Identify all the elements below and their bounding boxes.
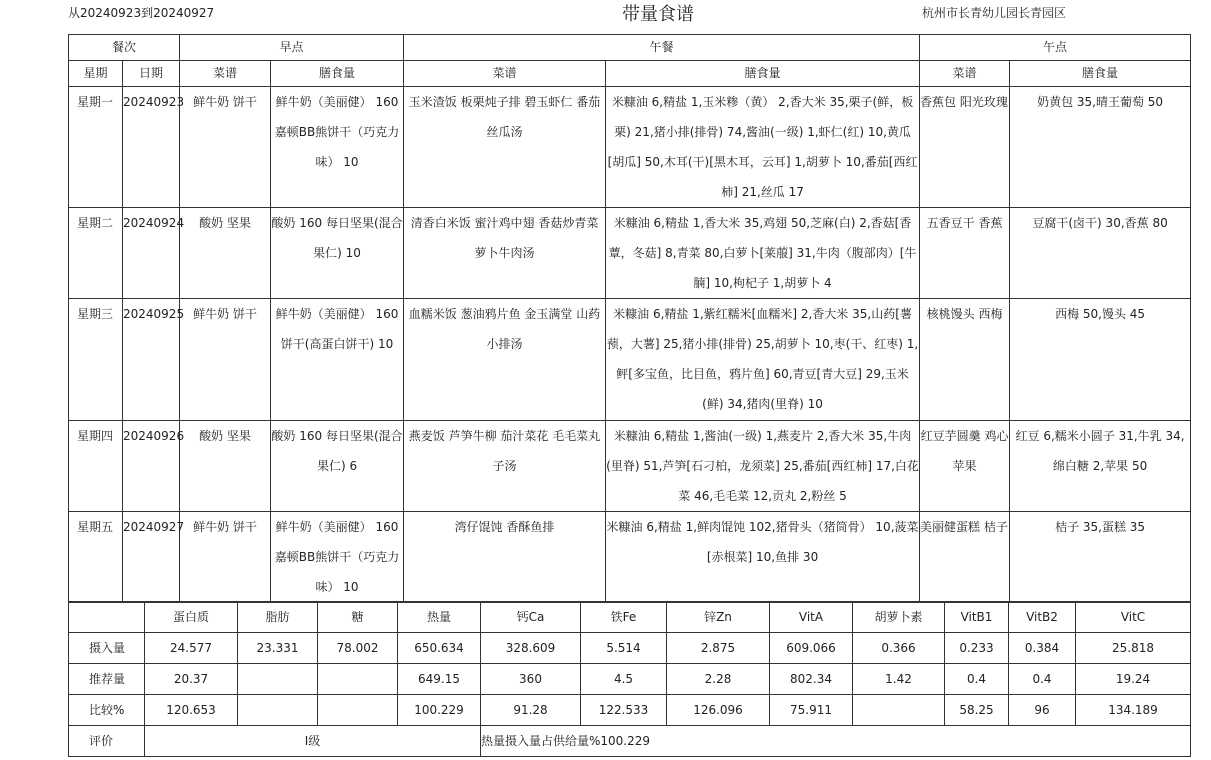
table-row — [69, 208, 1191, 299]
page-title: 带量食谱 — [622, 4, 694, 25]
lunch-intake-cell: 米糠油 6,精盐 1,玉米糁（黄） 2,香大米 35,栗子(鲜，板栗) 21,猪小排(排骨) 74,酱油(一级) 1,虾仁(红) 10,黄瓜[胡瓜] 50,木耳(干)[黑木耳，云耳] 1,胡萝卜 10,番茄[西红柿] 21,丝瓜 17 — [606, 87, 920, 208]
comparison-row — [69, 695, 1191, 726]
lunch-header: 午餐 — [404, 35, 920, 61]
vitc-header: VitC — [1076, 602, 1191, 633]
value-cell: 649.15 — [398, 664, 481, 695]
breakfast-intake-header: 膳食量 — [271, 61, 404, 87]
breakfast-header: 早点 — [180, 35, 404, 61]
value-cell: 328.609 — [481, 633, 581, 664]
snack-intake-cell: 西梅 50,馒头 45 — [1010, 299, 1191, 421]
value-cell: 24.577 — [145, 633, 238, 664]
snack-intake-cell: 桔子 35,蛋糕 35 — [1010, 512, 1191, 603]
snack-recipe-header: 菜谱 — [920, 61, 1010, 87]
value-cell — [238, 695, 318, 726]
recommended-row — [69, 664, 1191, 695]
date-cell: 20240925 — [123, 299, 180, 421]
value-cell: 58.25 — [945, 695, 1009, 726]
snack-recipe-cell: 核桃馒头 西梅 — [920, 299, 1010, 421]
snack-intake-cell: 红豆 6,糯米小圆子 31,牛乳 34,绵白糖 2,苹果 50 — [1010, 421, 1191, 512]
vitb1-header: VitB1 — [945, 602, 1009, 633]
value-cell — [238, 664, 318, 695]
snack-recipe-cell: 美丽健蛋糕 桔子 — [920, 512, 1010, 603]
value-cell: 4.5 — [581, 664, 667, 695]
date-cell: 20240926 — [123, 421, 180, 512]
value-cell: 650.634 — [398, 633, 481, 664]
breakfast-recipe-cell: 酸奶 坚果 — [180, 421, 271, 512]
fat-header: 脂肪 — [238, 602, 318, 633]
lunch-intake-cell: 米糠油 6,精盐 1,香大米 35,鸡翅 50,芝麻(白) 2,香菇[香蕈，冬菇] 8,青菜 80,白萝卜[莱菔] 31,牛肉（腹部肉）[牛腩] 10,枸杞子 1,胡萝卜 4 — [606, 208, 920, 299]
zinc-header: 锌Zn — [667, 602, 770, 633]
row-label: 比较% — [69, 695, 145, 726]
value-cell: 25.818 — [1076, 633, 1191, 664]
meal-header-row — [69, 35, 1191, 61]
lunch-intake-cell: 米糠油 6,精盐 1,鲜肉馄饨 102,猪骨头（猪筒骨） 10,菠菜[赤根菜] 10,鱼排 30 — [606, 512, 920, 603]
breakfast-intake-cell: 鲜牛奶（美丽健） 160 饼干(高蛋白饼干) 10 — [271, 299, 404, 421]
row-label: 推荐量 — [69, 664, 145, 695]
weekday-header: 星期 — [69, 61, 123, 87]
lunch-intake-header: 膳食量 — [606, 61, 920, 87]
menu-table — [68, 34, 1191, 603]
weekday-cell: 星期三 — [69, 299, 123, 421]
value-cell: 0.4 — [1009, 664, 1076, 695]
lunch-intake-cell: 米糠油 6,精盐 1,紫红糯米[血糯米] 2,香大米 35,山药[薯蓣，大薯] 25,猪小排(排骨) 25,胡萝卜 10,枣(干、红枣) 1,鲆[多宝鱼，比目鱼，鸦片鱼] 60,青豆[青大豆] 29,玉米(鲜) 34,猪肉(里脊) 10 — [606, 299, 920, 421]
protein-header: 蛋白质 — [145, 602, 238, 633]
value-cell: 0.384 — [1009, 633, 1076, 664]
weekday-cell: 星期二 — [69, 208, 123, 299]
value-cell: 5.514 — [581, 633, 667, 664]
value-cell: 91.28 — [481, 695, 581, 726]
value-cell: 609.066 — [770, 633, 853, 664]
table-row — [69, 299, 1191, 421]
lunch-intake-cell: 米糠油 6,精盐 1,酱油(一级) 1,燕麦片 2,香大米 35,牛肉(里脊) 51,芦笋[石刁柏，龙须菜] 25,番茄[西红柿] 17,白花菜 46,毛毛菜 12,贡丸 2,粉丝 5 — [606, 421, 920, 512]
value-cell — [318, 664, 398, 695]
breakfast-recipe-cell: 鲜牛奶 饼干 — [180, 87, 271, 208]
lunch-recipe-header: 菜谱 — [404, 61, 606, 87]
value-cell: 360 — [481, 664, 581, 695]
lunch-recipe-cell: 湾仔馄饨 香酥鱼排 — [404, 512, 606, 603]
nutrition-table — [68, 601, 1191, 757]
energy-header: 热量 — [398, 602, 481, 633]
iron-header: 铁Fe — [581, 602, 667, 633]
weekday-cell: 星期四 — [69, 421, 123, 512]
snack-intake-cell: 奶黄包 35,晴王葡萄 50 — [1010, 87, 1191, 208]
breakfast-intake-cell: 鲜牛奶（美丽健） 160 嘉顿BB熊饼干（巧克力味） 10 — [271, 87, 404, 208]
eval-label: 评价 — [69, 726, 145, 757]
snack-intake-cell: 豆腐干(卤干) 30,香蕉 80 — [1010, 208, 1191, 299]
row-label: 摄入量 — [69, 633, 145, 664]
corner-cell — [69, 602, 145, 633]
breakfast-recipe-cell: 鲜牛奶 饼干 — [180, 512, 271, 603]
table-row — [69, 421, 1191, 512]
vitb2-header: VitB2 — [1009, 602, 1076, 633]
date-cell: 20240923 — [123, 87, 180, 208]
date-range: 从20240923到20240927 — [68, 6, 215, 20]
weekday-cell: 星期五 — [69, 512, 123, 603]
value-cell: 23.331 — [238, 633, 318, 664]
intake-row — [69, 633, 1191, 664]
value-cell: 122.533 — [581, 695, 667, 726]
breakfast-intake-cell: 酸奶 160 每日坚果(混合果仁) 10 — [271, 208, 404, 299]
lunch-recipe-cell: 血糯米饭 葱油鸦片鱼 金玉满堂 山药小排汤 — [404, 299, 606, 421]
lunch-recipe-cell: 燕麦饭 芦笋牛柳 茄汁菜花 毛毛菜丸子汤 — [404, 421, 606, 512]
snack-header: 午点 — [920, 35, 1191, 61]
value-cell: 0.233 — [945, 633, 1009, 664]
eval-grade: I级 — [145, 726, 481, 757]
value-cell: 126.096 — [667, 695, 770, 726]
sugar-header: 糖 — [318, 602, 398, 633]
value-cell: 100.229 — [398, 695, 481, 726]
value-cell: 75.911 — [770, 695, 853, 726]
value-cell: 134.189 — [1076, 695, 1191, 726]
value-cell — [318, 695, 398, 726]
breakfast-intake-cell: 鲜牛奶（美丽健） 160 嘉顿BB熊饼干（巧克力味） 10 — [271, 512, 404, 603]
value-cell: 20.37 — [145, 664, 238, 695]
weekday-cell: 星期一 — [69, 87, 123, 208]
calcium-header: 钙Ca — [481, 602, 581, 633]
value-cell: 96 — [1009, 695, 1076, 726]
table-row — [69, 87, 1191, 208]
eval-note: 热量摄入量占供给量%100.229 — [481, 726, 1191, 757]
table-row — [69, 512, 1191, 603]
lunch-recipe-cell: 玉米渣饭 板栗炖子排 碧玉虾仁 番茄丝瓜汤 — [404, 87, 606, 208]
value-cell: 0.4 — [945, 664, 1009, 695]
value-cell: 120.653 — [145, 695, 238, 726]
value-cell: 0.366 — [853, 633, 945, 664]
snack-intake-header: 膳食量 — [1010, 61, 1191, 87]
date-cell: 20240924 — [123, 208, 180, 299]
snack-recipe-cell: 红豆芋圆羹 鸡心苹果 — [920, 421, 1010, 512]
value-cell: 802.34 — [770, 664, 853, 695]
breakfast-recipe-cell: 鲜牛奶 饼干 — [180, 299, 271, 421]
breakfast-recipe-header: 菜谱 — [180, 61, 271, 87]
value-cell: 19.24 — [1076, 664, 1191, 695]
vita-header: VitA — [770, 602, 853, 633]
nutrition-header-row — [69, 602, 1191, 633]
column-header-row — [69, 61, 1191, 87]
value-cell — [853, 695, 945, 726]
lunch-recipe-cell: 清香白米饭 蜜汁鸡中翅 香菇炒青菜 萝卜牛肉汤 — [404, 208, 606, 299]
meal-label: 餐次 — [69, 35, 180, 61]
snack-recipe-cell: 五香豆干 香蕉 — [920, 208, 1010, 299]
breakfast-recipe-cell: 酸奶 坚果 — [180, 208, 271, 299]
snack-recipe-cell: 香蕉包 阳光玫瑰 — [920, 87, 1010, 208]
carotene-header: 胡萝卜素 — [853, 602, 945, 633]
evaluation-row — [69, 726, 1191, 757]
value-cell: 1.42 — [853, 664, 945, 695]
value-cell: 2.875 — [667, 633, 770, 664]
school-name: 杭州市长青幼儿园长青园区 — [922, 6, 1067, 20]
date-header: 日期 — [123, 61, 180, 87]
value-cell: 78.002 — [318, 633, 398, 664]
date-cell: 20240927 — [123, 512, 180, 603]
value-cell: 2.28 — [667, 664, 770, 695]
breakfast-intake-cell: 酸奶 160 每日坚果(混合果仁) 6 — [271, 421, 404, 512]
